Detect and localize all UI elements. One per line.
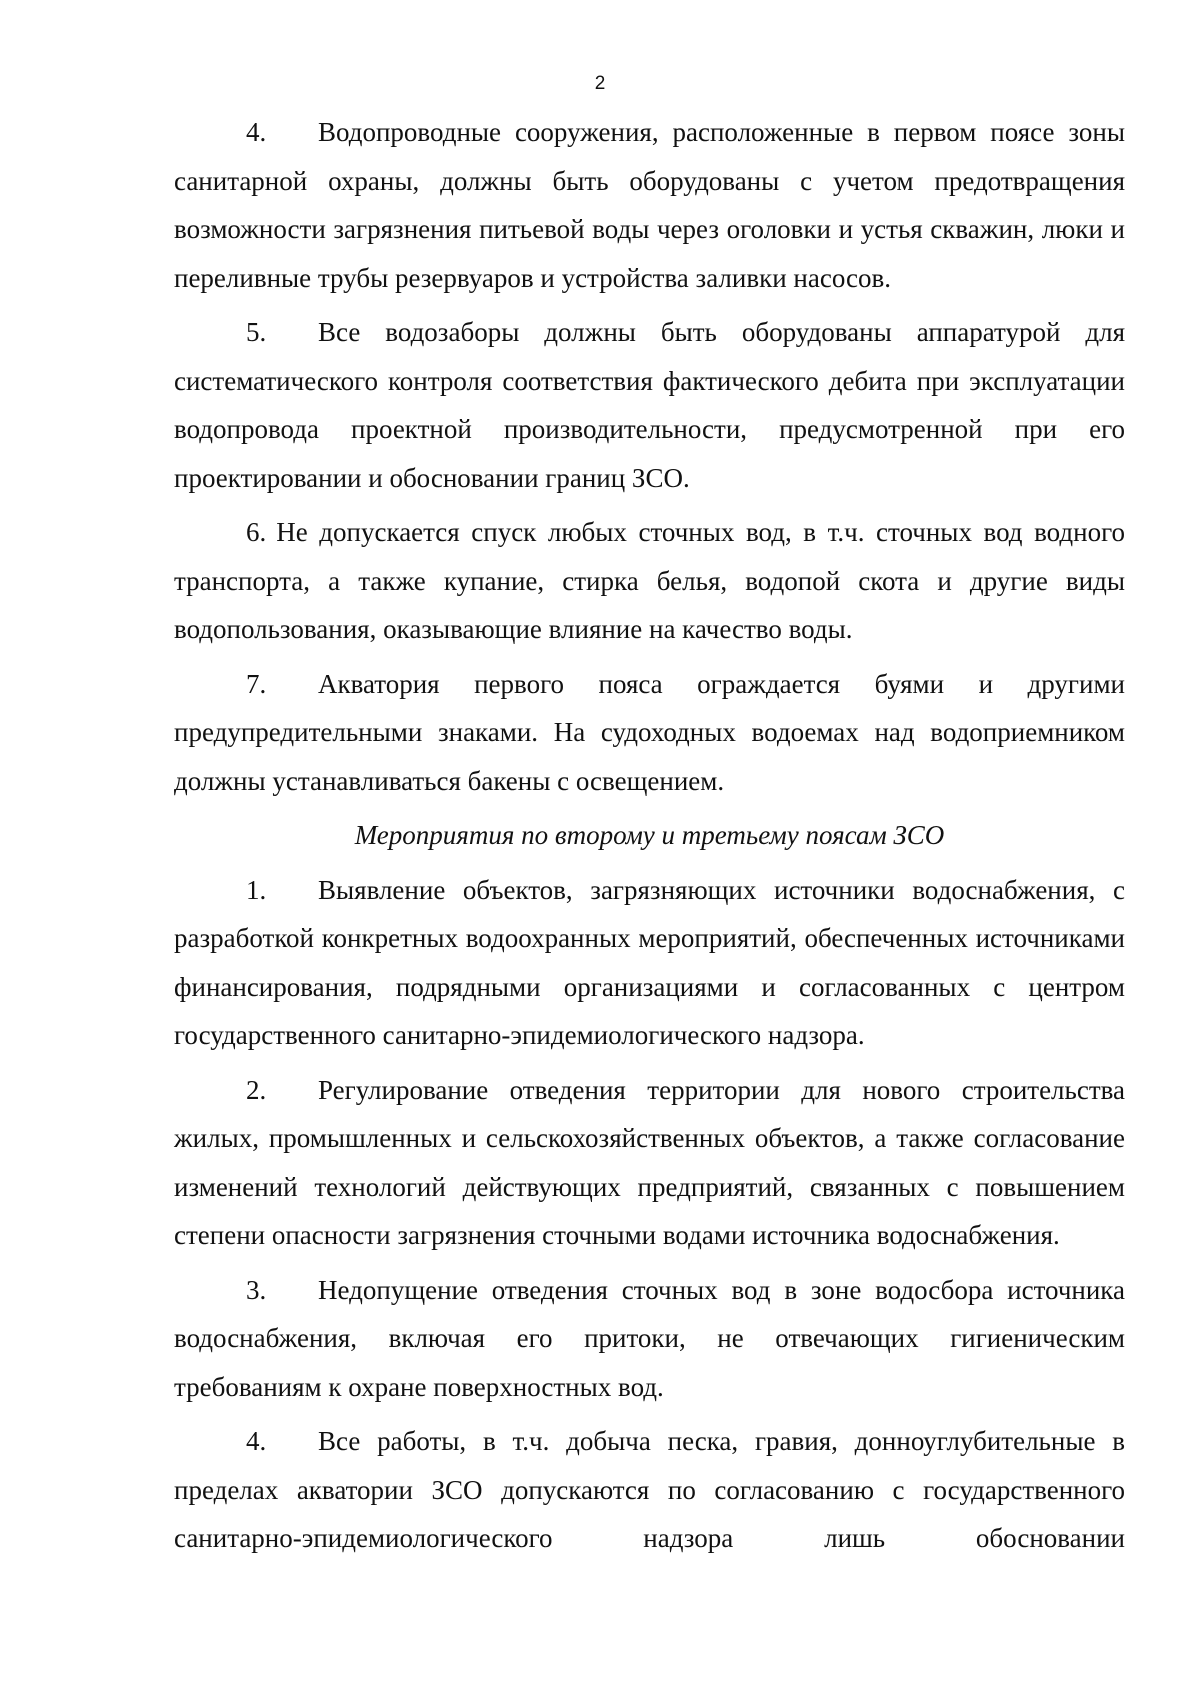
item-number: 3. <box>246 1274 267 1305</box>
list-item <box>174 866 1125 1060</box>
list-item <box>174 108 1125 302</box>
list-item <box>174 308 1125 502</box>
item-text: Регулирование отведения территории для нового строительства жилых, промышленных и сельскохозяйственных объектов, а также согласование изменений технологий действующих предприятий, связанных с повышением степени опасности загрязнения сточными водами источника водоснабжения. <box>174 1074 1125 1250</box>
item-text: Недопущение отведения сточных вод в зоне водосбора источника водоснабжения, включая его притоки, не отвечающих гигиеническим требованиям к охране поверхностных вод. <box>174 1274 1125 1402</box>
document-body <box>174 108 1125 1569</box>
item-text: Все работы, в т.ч. добыча песка, гравия, донноуглубительные в пределах акватории ЗСО допускаются по согласованию с государственного санитарно-эпидемиологического надзора лишь обосновании <box>174 1426 1125 1553</box>
section-heading: Мероприятия по второму и третьему поясам ЗСО <box>354 820 945 850</box>
item-number: 4. <box>246 1426 267 1456</box>
list-item <box>174 660 1125 806</box>
item-number: 6. <box>246 517 267 547</box>
item-number: 2. <box>246 1074 267 1105</box>
item-number: 7. <box>246 668 267 699</box>
item-text: Водопроводные сооружения, расположенные в первом поясе зоны санитарной охраны, должны быть оборудованы с учетом предотвращения возможности загрязнения питьевой воды через оголовки и устья скважин, люки и переливные трубы резервуаров и устройства заливки насосов. <box>174 117 1125 293</box>
list-item <box>174 508 1125 654</box>
item-text: Не допускается спуск любых сточных вод, в т.ч. сточных вод водного транспорта, а также купание, стирка белья, водопой скота и другие виды водопользования, оказывающие влияние на качество воды. <box>174 517 1125 644</box>
item-text: Акватория первого пояса ограждается буями и другими предупредительными знаками. На судоходных водоемах над водоприемником должны устанавливаться бакены с освещением. <box>174 668 1125 796</box>
list-item <box>174 1266 1125 1412</box>
list-item <box>174 1066 1125 1260</box>
item-text: Выявление объектов, загрязняющих источники водоснабжения, с разработкой конкретных водоохранных мероприятий, обеспеченных источниками финансирования, подрядными организациями и согласованных с центром государственного санитарно-эпидемиологического надзора. <box>174 874 1125 1050</box>
item-number: 5. <box>246 317 267 347</box>
page-number: 2 <box>594 73 606 94</box>
item-number: 1. <box>246 874 267 905</box>
list-item <box>174 1417 1125 1563</box>
item-number: 4. <box>246 117 267 147</box>
item-text: Все водозаборы должны быть оборудованы аппаратурой для систематического контроля соответствия фактического дебита при эксплуатации водопровода проектной производительности, предусмотренной при его проектировании и обосновании границ ЗСО. <box>174 317 1125 493</box>
